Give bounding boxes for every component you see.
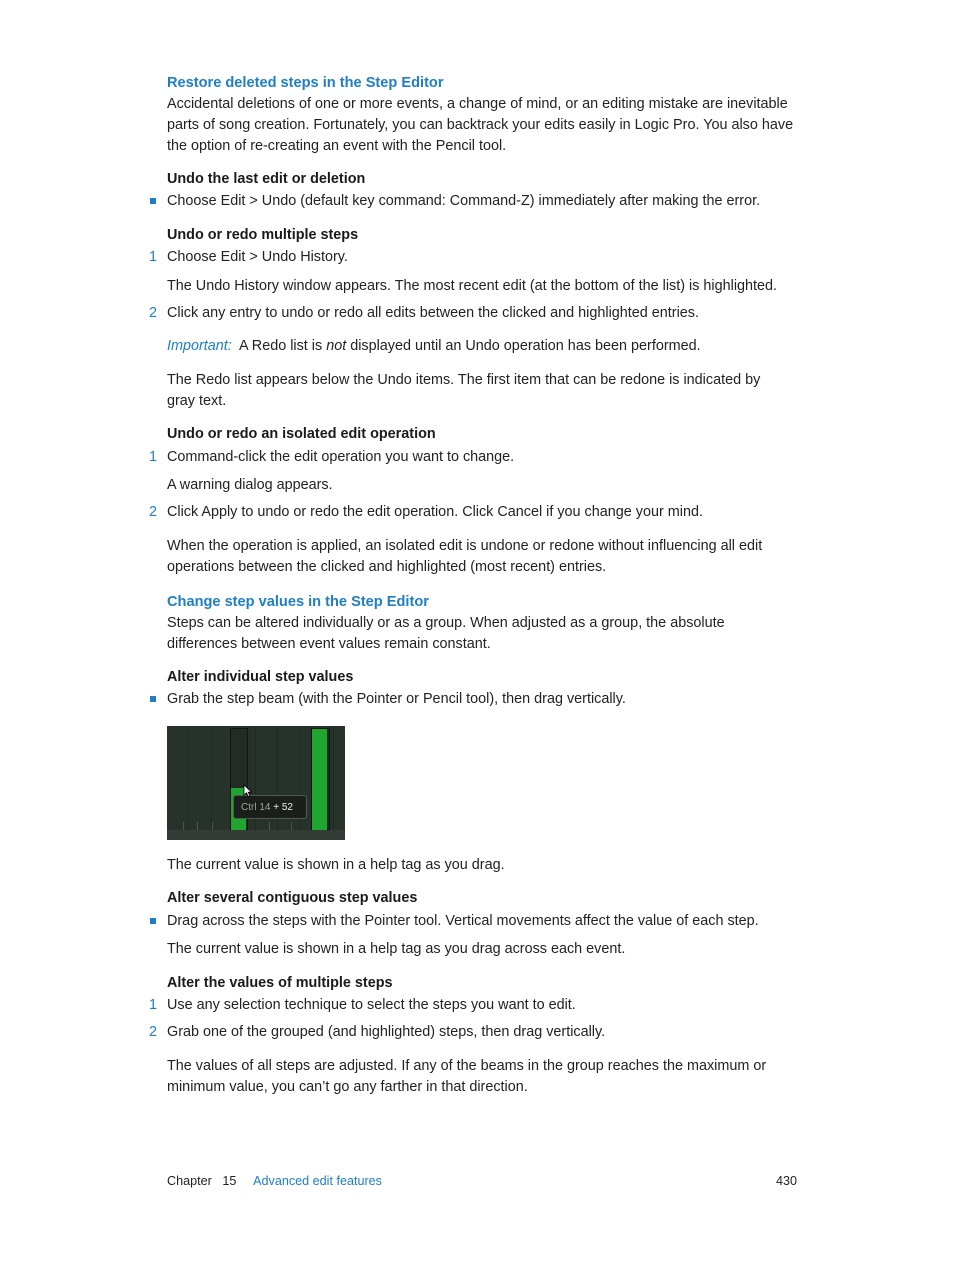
subheading-undo-multiple: Undo or redo multiple steps — [167, 227, 359, 243]
redo-note: The Redo list appears below the Undo items. The first item that can be redone is indicated by gray text. — [167, 372, 761, 409]
important-label: Important: — [167, 338, 232, 354]
subheading-alter-individual: Alter individual step values — [167, 669, 354, 685]
section-intro-restore: Accidental deletions of one or more events, a change of mind, or an editing mistake are inevitable parts of song creation. Fortunately, you can backtrack your edits easily in Logic Pro. You also have the option of re-creating an event with the Pencil tool. — [167, 96, 794, 154]
footer-chapter-link[interactable]: Advanced edit features — [253, 1174, 382, 1188]
editor-ruler — [167, 830, 345, 840]
help-tag-value: + 52 — [273, 802, 293, 813]
step-text: Use any selection technique to select the steps you want to edit. — [167, 997, 576, 1013]
section-heading-change: Change step values in the Step Editor — [167, 594, 429, 610]
subheading-undo-isolated: Undo or redo an isolated edit operation — [167, 426, 436, 442]
step-note: A warning dialog appears. — [167, 477, 333, 493]
footer-page-number: 430 — [776, 1174, 798, 1188]
subheading-alter-multiple: Alter the values of multiple steps — [167, 975, 393, 991]
step-note: When the operation is applied, an isolated edit is undone or redone without influencing all edit operations between the clicked and highlighted (most recent) entries. — [167, 538, 763, 575]
subheading-alter-contiguous: Alter several contiguous step values — [167, 890, 418, 906]
step-note: The Undo History window appears. The most recent edit (at the bottom of the list) is highlighted. — [167, 278, 778, 294]
bullet-undo-last: Choose Edit > Undo (default key command: Command-Z) immediately after making the error. — [167, 193, 761, 209]
important-text-pre: A Redo list is — [239, 338, 323, 354]
step-number: 2 — [149, 504, 158, 520]
grid-line — [333, 726, 334, 830]
important-text-em: not — [326, 338, 347, 354]
section-heading-restore: Restore deleted steps in the Step Editor — [167, 75, 444, 91]
bullet-alter-individual: Grab the step beam (with the Pointer or Pencil tool), then drag vertically. — [167, 691, 626, 707]
footer-chapter — [167, 1173, 382, 1189]
subheading-undo-last: Undo the last edit or deletion — [167, 171, 366, 187]
bullet-marker — [150, 198, 156, 204]
grid-line — [211, 726, 212, 830]
section-intro-change: Steps can be altered individually or as a group. When adjusted as a group, the absolute differences between event values remain constant. — [167, 615, 725, 652]
step-number: 1 — [149, 249, 158, 265]
footer-chapter-number: 15 — [222, 1174, 237, 1188]
important-text-post: displayed until an Undo operation has been performed. — [350, 338, 701, 354]
step-number: 1 — [149, 449, 158, 465]
step-number: 1 — [149, 997, 158, 1013]
step-editor-figure — [167, 726, 345, 840]
ruler-tick — [269, 822, 270, 830]
help-tag-label: Ctrl 14 — [241, 802, 271, 813]
step-text: Grab one of the grouped (and highlighted) steps, then drag vertically. — [167, 1024, 606, 1040]
step-text: Click any entry to undo or redo all edits between the clicked and highlighted entries. — [167, 305, 699, 321]
ruler-tick — [291, 822, 292, 830]
step-text: Choose Edit > Undo History. — [167, 249, 348, 265]
step-number: 2 — [149, 1024, 158, 1040]
bullet-marker — [150, 918, 156, 924]
grid-line — [187, 726, 188, 830]
bullet-marker — [150, 696, 156, 702]
step-note: The values of all steps are adjusted. If any of the beams in the group reaches the maximum or minimum value, you can’t go any farther in that direction. — [167, 1058, 767, 1095]
ruler-tick — [212, 822, 213, 830]
important-note — [167, 336, 807, 357]
step-text: Click Apply to undo or redo the edit operation. Click Cancel if you change your mind. — [167, 504, 703, 520]
pointer-cursor-icon — [243, 784, 253, 798]
footer-chapter-label: Chapter — [167, 1174, 212, 1188]
bullet-alter-contiguous: Drag across the steps with the Pointer tool. Vertical movements affect the value of each step. — [167, 913, 759, 929]
ruler-tick — [197, 822, 198, 830]
step-text: Command-click the edit operation you want to change. — [167, 449, 515, 465]
help-tag — [233, 795, 307, 819]
contiguous-note: The current value is shown in a help tag as you drag across each event. — [167, 941, 626, 957]
step-beam-full[interactable] — [312, 729, 327, 830]
ruler-tick — [183, 822, 184, 830]
figure-caption: The current value is shown in a help tag as you drag. — [167, 857, 505, 873]
step-number: 2 — [149, 305, 158, 321]
